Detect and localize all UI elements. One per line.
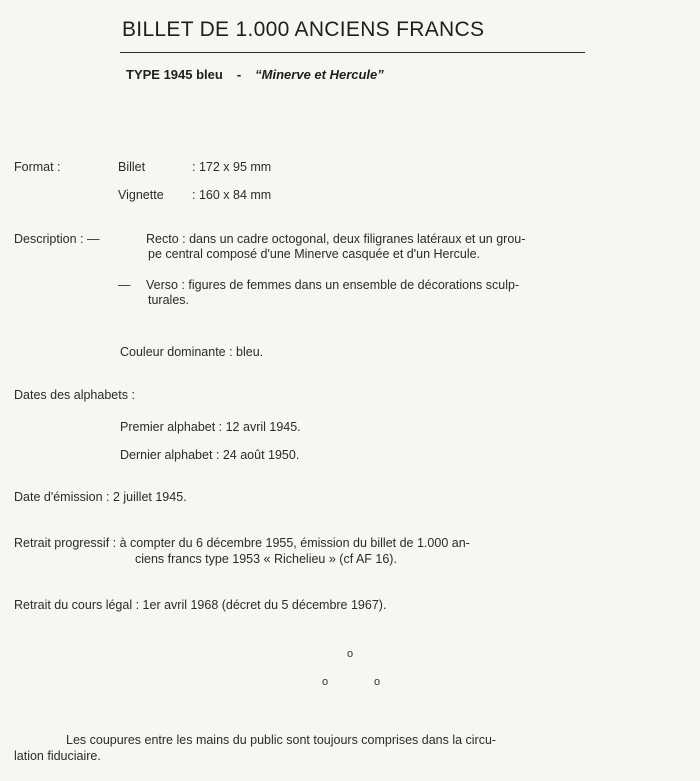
ornament-right: o [374,676,381,688]
recto-line-2: pe central composé d'une Minerve casquée et d'un Hercule. [148,247,481,261]
vignette-value: : 160 x 84 mm [192,188,272,202]
billet-label: Billet [118,160,146,174]
recto-line-1: Recto : dans un cadre octogonal, deux filigranes latéraux et un grou- [146,232,526,246]
dernier-alphabet: Dernier alphabet : 24 août 1950. [120,448,300,462]
verso-line-2: turales. [148,293,189,307]
title-underline [120,52,585,53]
couleur-dominante: Couleur dominante : bleu. [120,345,264,359]
page-title: BILLET DE 1.000 ANCIENS FRANCS [122,18,485,41]
subtitle [126,67,384,82]
subtitle-name: “Minerve et Hercule” [255,67,384,82]
description-label: Description : — [14,232,100,246]
subtitle-separator: - [236,67,242,82]
retrait-line-1: Retrait progressif : à compter du 6 décembre 1955, émission du billet de 1.000 an- [14,536,470,550]
verso-text [146,278,686,308]
date-emission: Date d'émission : 2 juillet 1945. [14,490,187,504]
alphabets-label: Dates des alphabets : [14,388,135,402]
billet-value: : 172 x 95 mm [192,160,272,174]
verso-line-1: Verso : figures de femmes dans un ensemble de décorations sculp- [146,278,520,292]
vignette-label: Vignette [118,188,164,202]
format-label: Format : [14,160,61,174]
footer-line-2: lation fiduciaire. [14,749,101,763]
retrait-cours-legal: Retrait du cours légal : 1er avril 1968 (décret du 5 décembre 1967). [14,598,387,612]
ornament-left: o [322,676,329,688]
footer-line-1: Les coupures entre les mains du public sont toujours comprises dans la circu- [66,733,497,747]
recto-text [146,232,686,262]
ornament-top: o [347,648,354,660]
verso-dash: — [118,278,131,292]
subtitle-type: TYPE 1945 bleu [126,67,223,82]
retrait-line-2: ciens francs type 1953 « Richelieu » (cf AF 16). [135,552,397,566]
premier-alphabet: Premier alphabet : 12 avril 1945. [120,420,301,434]
